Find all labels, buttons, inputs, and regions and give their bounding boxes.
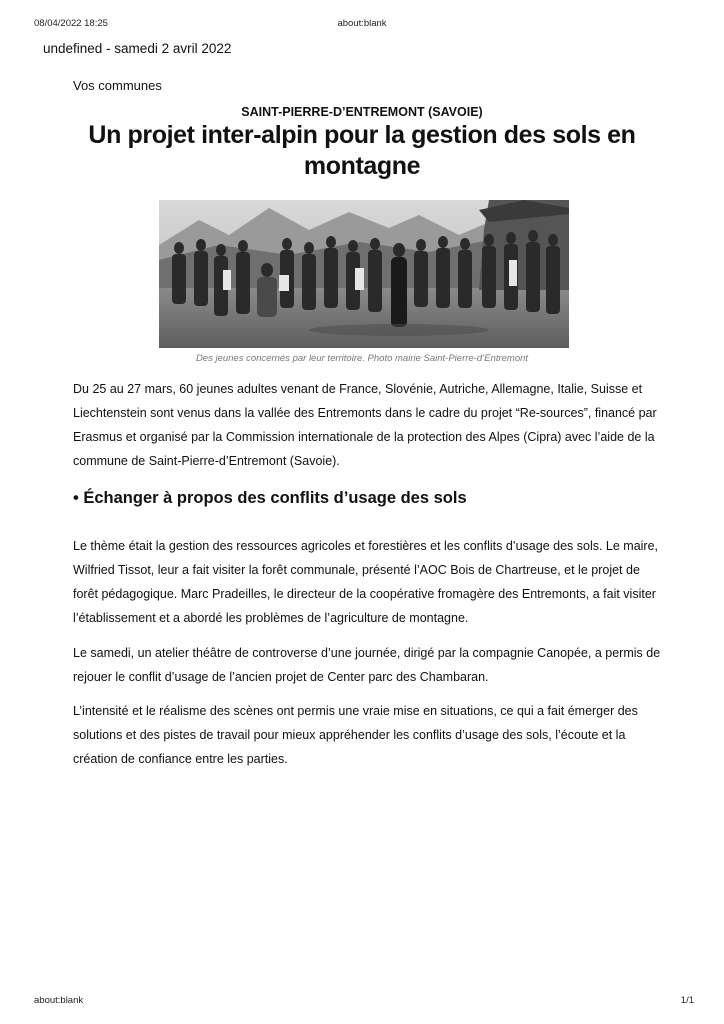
print-header-url: about:blank	[337, 18, 387, 29]
article-subheading: • Échanger à propos des conflits d’usage des sols	[73, 489, 467, 507]
article-paragraph-2: Le thème était la gestion des ressources agricoles et forestières et les conflits d’usage des sols. Le maire, Wilfried Tissot, leur a fait visiter la forêt communale, présenté l’AOC Bois de Chartreuse, et le projet de forêt pédagogique. Marc Pradeilles, le directeur de la coopérative fromagère des Entremonts, a fait visiter l’établissement et a abordé les problèmes de l’agriculture de montagne.	[73, 539, 659, 625]
section-label: Vos communes	[73, 78, 162, 93]
print-header-datetime: 08/04/2022 18:25	[34, 18, 108, 29]
print-footer-url: about:blank	[34, 995, 84, 1006]
dateline: undefined - samedi 2 avril 2022	[43, 41, 232, 56]
article-kicker: SAINT-PIERRE-D’ENTREMONT (SAVOIE)	[241, 105, 483, 119]
photo-caption: Des jeunes concernés par leur territoire. Photo mairie Saint-Pierre-d’Entremont	[195, 353, 529, 364]
article-title: Un projet inter-alpin pour la gestion des sols en montagne	[88, 121, 636, 180]
article-paragraph-1: Du 25 au 27 mars, 60 jeunes adultes venant de France, Slovénie, Autriche, Allemagne, Italie, Suisse et Liechtenstein sont venus dans la vallée des Entremonts dans le cadre du projet “Re-sources”, financé par Erasmus et organisé par la Commission internationale de la protection des Alpes (Cipra) avec l’aide de la commune de Saint-Pierre-d’Entremont (Savoie).	[73, 382, 657, 468]
article-photo	[159, 200, 569, 348]
article-paragraph-4: L’intensité et le réalisme des scènes ont permis une vraie mise en situations, ce qui a fait émerger des solutions et des pistes de travail pour mieux appréhender les conflits d’usage des sols, l’écoute et la création de confiance entre les parties.	[73, 704, 638, 766]
print-footer-page: 1/1	[680, 995, 694, 1006]
article-paragraph-3: Le samedi, un atelier théâtre de controverse d’une journée, dirigé par la compagnie Canopée, a permis de rejouer le conflit d’usage de l’ancien projet de Center parc des Chambaran.	[73, 646, 661, 684]
